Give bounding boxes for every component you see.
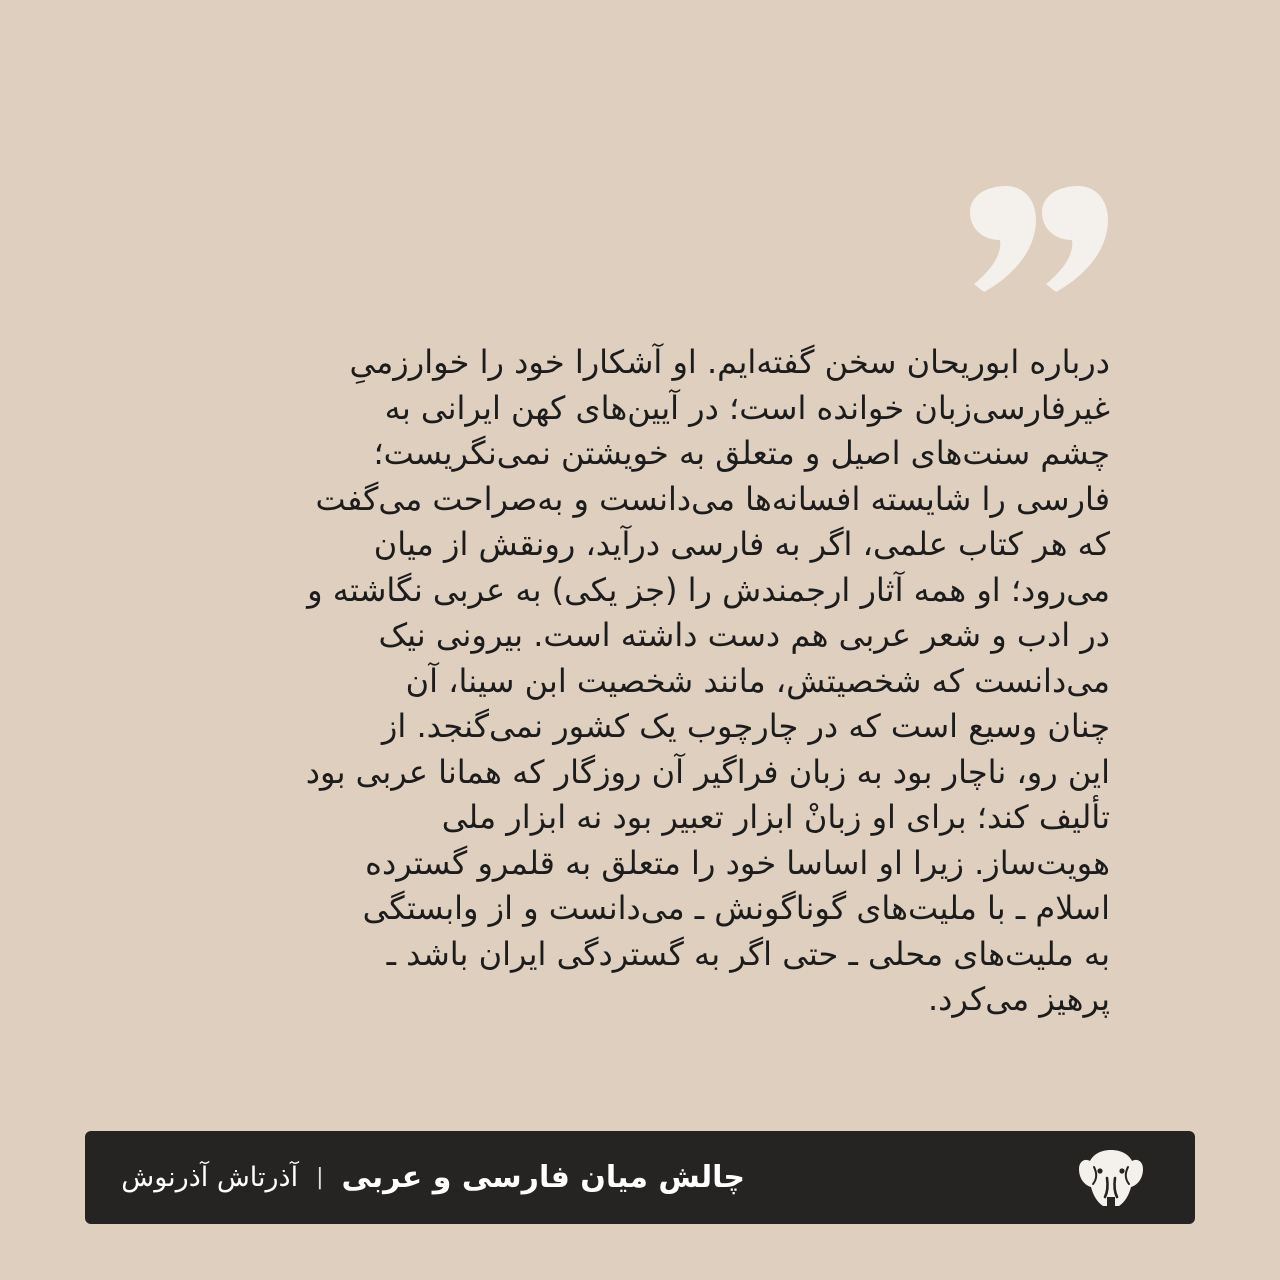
- quote-line: چشم سنت‌های اصیل و متعلق به خویشتن نمی‌نگریست؛: [373, 434, 1110, 472]
- book-title: چالش میان فارسی و عربی: [341, 1160, 745, 1195]
- closing-quotation-mark-icon: [962, 186, 1114, 294]
- quote-body: [170, 340, 1110, 1023]
- quote-line: پرهیز می‌کرد.: [927, 980, 1110, 1018]
- quote-line: تألیف کند؛ برای او زبانْ ابزار تعبیر بود نه ابزار ملی: [441, 798, 1110, 836]
- quote-line: اسلام ـ با ملیت‌های گوناگونش ـ می‌دانست و از وابستگی: [362, 889, 1110, 927]
- footer-bar: [85, 1131, 1195, 1224]
- quote-line: که هر کتاب علمی، اگر به فارسی درآید، رونقش از میان: [373, 525, 1110, 563]
- quote-line: هویت‌ساز. زیرا او اساسا خود را متعلق به قلمرو گسترده: [365, 843, 1110, 882]
- quote-line: در ادب و شعر عربی هم دست داشته است. بیرونی نیک: [378, 616, 1110, 654]
- quote-line: فارسی را شایسته افسانه‌ها می‌دانست و به‌صراحت می‌گفت: [315, 479, 1110, 518]
- elephant-logo-icon: [1077, 1147, 1145, 1209]
- quote-line: این رو، ناچار بود به زبان فراگیر آن روزگار که همانا عربی بود: [305, 752, 1110, 791]
- title-separator: |: [316, 1165, 324, 1190]
- quote-line: به ملیت‌های محلی ـ حتی اگر به گستردگی ایران باشد ـ: [386, 934, 1110, 973]
- footer-caption: [121, 1131, 745, 1224]
- quote-line: می‌دانست که شخصیتش، مانند شخصیت ابن سینا، آن: [405, 661, 1110, 700]
- quote-line: می‌رود؛ او همه آثار ارجمندش را (جز یکی) به عربی نگاشته و: [307, 570, 1110, 609]
- quote-line: چنان وسیع است که در چارچوب یک کشور نمی‌گنجد. از: [381, 707, 1110, 745]
- quote-line: درباره ابوریحان سخن گفته‌ایم. او آشکارا خود را خوارزمیِ: [349, 343, 1110, 381]
- quote-line: غیرفارسی‌زبان خوانده است؛ در آیین‌های کهن ایرانی به: [384, 388, 1110, 427]
- author-name: آذرتاش آذرنوش: [121, 1162, 299, 1193]
